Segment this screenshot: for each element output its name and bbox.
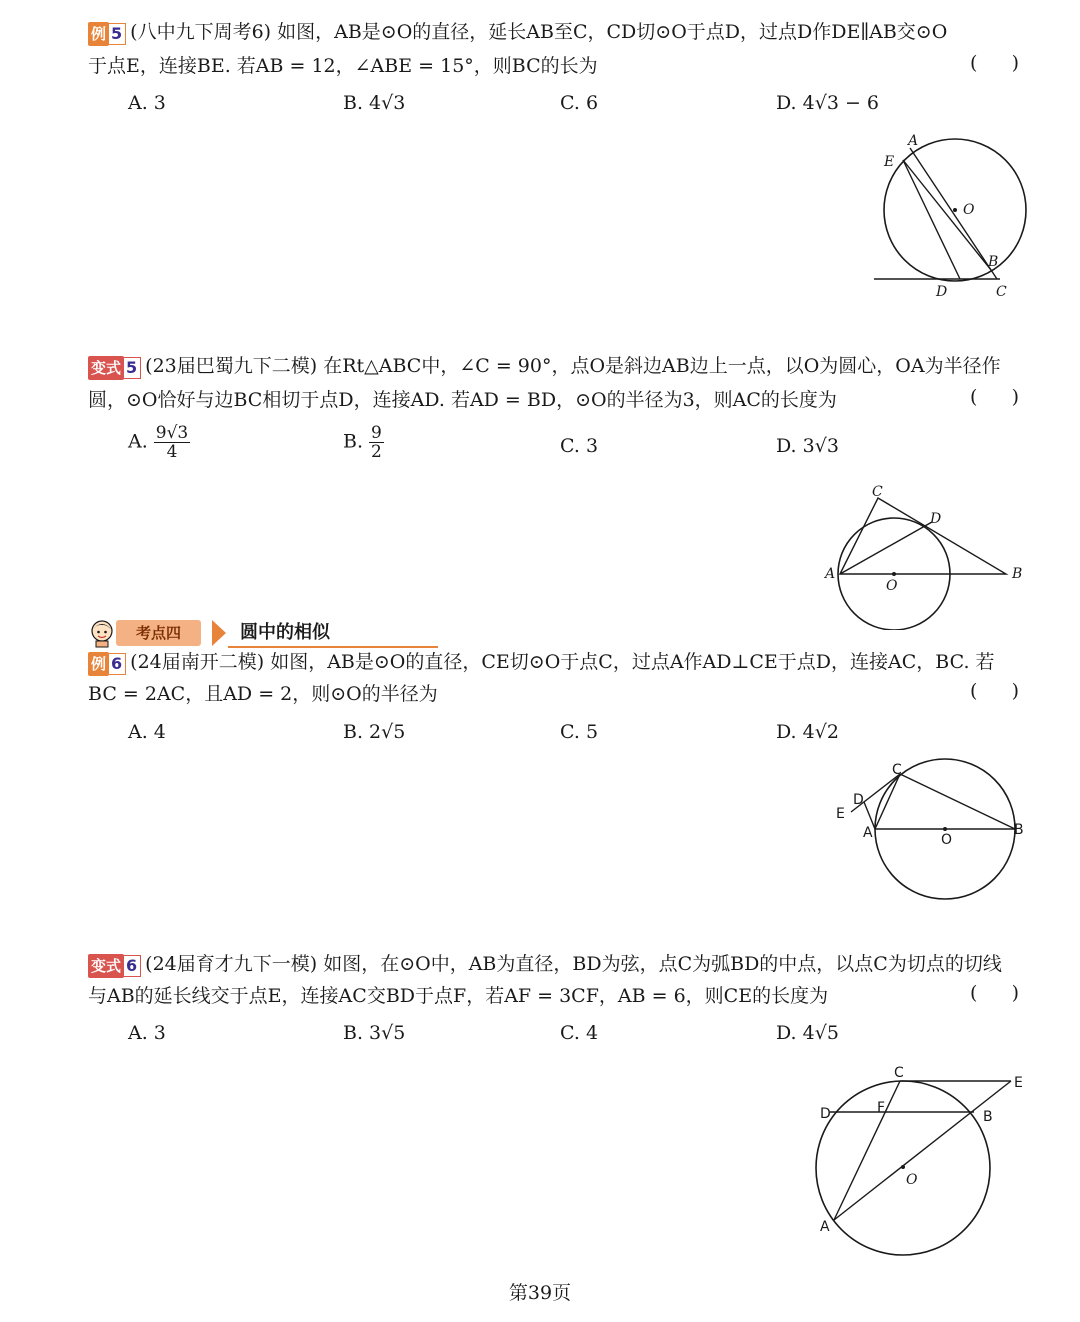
option-a-letter: A. [128, 430, 148, 453]
figure-4 [806, 1060, 1038, 1260]
option-d: D. 4√5 [776, 1022, 839, 1044]
tag-number: 6 [122, 955, 141, 977]
option-b [343, 424, 384, 461]
problem-3-line-1 [88, 648, 995, 676]
option-c: C. 4 [560, 1022, 599, 1044]
label-d: D [936, 284, 948, 300]
label-a: A [908, 133, 919, 149]
line-ac [834, 1081, 900, 1220]
label-c: C [996, 284, 1007, 300]
option-c: C. 3 [560, 435, 599, 457]
label-d: D [853, 792, 864, 808]
problem-2-line-2 [88, 386, 837, 414]
fraction-numerator: 9√3 [155, 423, 189, 443]
label-c: C [872, 484, 883, 500]
label-a: A [820, 1219, 830, 1235]
center-dot [943, 827, 947, 831]
tag-label: 例 [88, 22, 109, 46]
label-c: C [894, 1065, 904, 1081]
line-eb [903, 160, 991, 270]
section-title: 圆中的相似 [240, 622, 330, 643]
problem-1-text-2: 于点E，连接BE. 若AB = 12，∠ABE = 15°，则BC的长为 [88, 55, 598, 77]
option-d: D. 4√2 [776, 721, 839, 743]
figure-3 [830, 756, 1040, 906]
label-o: O [941, 832, 953, 848]
variant-tag [88, 355, 141, 379]
label-o: O [886, 578, 898, 594]
tag-number: 6 [107, 653, 126, 675]
mascot-icon [88, 618, 116, 648]
answer-paren: ( ) [970, 52, 1021, 74]
label-f: F [877, 1100, 886, 1116]
line-ad [840, 522, 932, 574]
line-ac [910, 148, 997, 279]
triangle-abc [840, 498, 1006, 574]
tag-label: 例 [88, 652, 109, 676]
label-a: A [825, 566, 836, 582]
example-tag [88, 651, 126, 675]
section-badge: 考点四 [116, 620, 201, 646]
option-a: A. 3 [128, 1022, 166, 1044]
label-d: D [820, 1106, 831, 1122]
label-e: E [1014, 1075, 1023, 1091]
problem-1-line-1 [88, 18, 947, 46]
center-dot [953, 208, 957, 212]
problem-2-text-2: 圆，⊙O恰好与边BC相切于点D，连接AD. 若AD = BD，⊙O的半径为3，则AC的长度为 [88, 389, 837, 411]
answer-paren: ( ) [970, 982, 1021, 1004]
answer-paren: ( ) [970, 680, 1021, 702]
problem-4-text-2: 与AB的延长线交于点E，连接AC交BD于点F，若AF = 3CF，AB = 6，则CE的长度为 [88, 985, 829, 1007]
problem-4-text-1: (24届育才九下一模) 如图，在⊙O中，AB为直径，BD为弦，点C为弧BD的中点，以点C为切点的切线 [145, 953, 1002, 975]
figure-1 [860, 128, 1040, 308]
option-a: A. 3 [128, 92, 166, 114]
label-a: A [863, 825, 873, 841]
fraction-denominator: 4 [166, 442, 178, 462]
option-a: A. 4 [128, 721, 166, 743]
problem-3-text-1: (24届南开二模) 如图，AB是⊙O的直径，CE切⊙O于点C，过点A作AD⊥CE于点D，连接AC，BC. 若 [130, 651, 995, 673]
tag-number: 5 [107, 23, 126, 45]
option-a [128, 424, 190, 461]
center-dot [892, 572, 896, 576]
label-o: O [906, 1172, 918, 1188]
option-d: D. 4√3 − 6 [776, 92, 880, 114]
option-b: B. 2√5 [343, 721, 406, 743]
label-b: B [1012, 566, 1023, 582]
label-c: C [892, 762, 902, 778]
label-o: O [963, 202, 975, 218]
option-b: B. 3√5 [343, 1022, 406, 1044]
problem-4-line-2 [88, 982, 828, 1010]
line-ac [875, 774, 900, 829]
figure-2 [818, 480, 1038, 630]
problem-2-text-1: (23届巴蜀九下二模) 在Rt△ABC中，∠C = 90°，点O是斜边AB边上一点，以O为圆心，OA为半径作 [145, 355, 1001, 377]
option-b-fraction [369, 424, 384, 461]
option-b-letter: B. [343, 430, 364, 453]
problem-1-line-2 [88, 52, 598, 80]
label-e: E [884, 154, 895, 170]
section-banner [88, 614, 438, 650]
problem-1-text-1: (八中九下周考6) 如图，AB是⊙O的直径，延长AB至C，CD切⊙O于点D，过点D作DE∥AB交⊙O [130, 21, 948, 43]
center-dot [901, 1165, 905, 1169]
fraction-denominator: 2 [371, 442, 382, 462]
tag-label: 变式 [88, 954, 124, 978]
tag-number: 5 [122, 357, 141, 379]
label-d: D [930, 511, 942, 527]
problem-3-text-2: BC = 2AC，且AD = 2，则⊙O的半径为 [88, 683, 438, 705]
tag-label: 变式 [88, 356, 124, 380]
option-c: C. 6 [560, 92, 599, 114]
option-c: C. 5 [560, 721, 599, 743]
option-b: B. 4√3 [343, 92, 406, 114]
example-tag [88, 21, 126, 45]
label-b: B [1014, 822, 1024, 838]
problem-4-line-1 [88, 950, 1002, 978]
label-e: E [836, 806, 845, 822]
variant-tag [88, 953, 141, 977]
label-b: B [988, 254, 999, 270]
option-a-fraction [154, 424, 190, 461]
problem-2-line-1 [88, 352, 1001, 380]
arrow-icon [212, 620, 226, 646]
label-b: B [983, 1109, 993, 1125]
answer-paren: ( ) [970, 386, 1021, 408]
problem-3-line-2 [88, 680, 438, 708]
page-number: 第39页 [508, 1282, 572, 1304]
fraction-numerator: 9 [371, 423, 382, 443]
option-d: D. 3√3 [776, 435, 839, 457]
